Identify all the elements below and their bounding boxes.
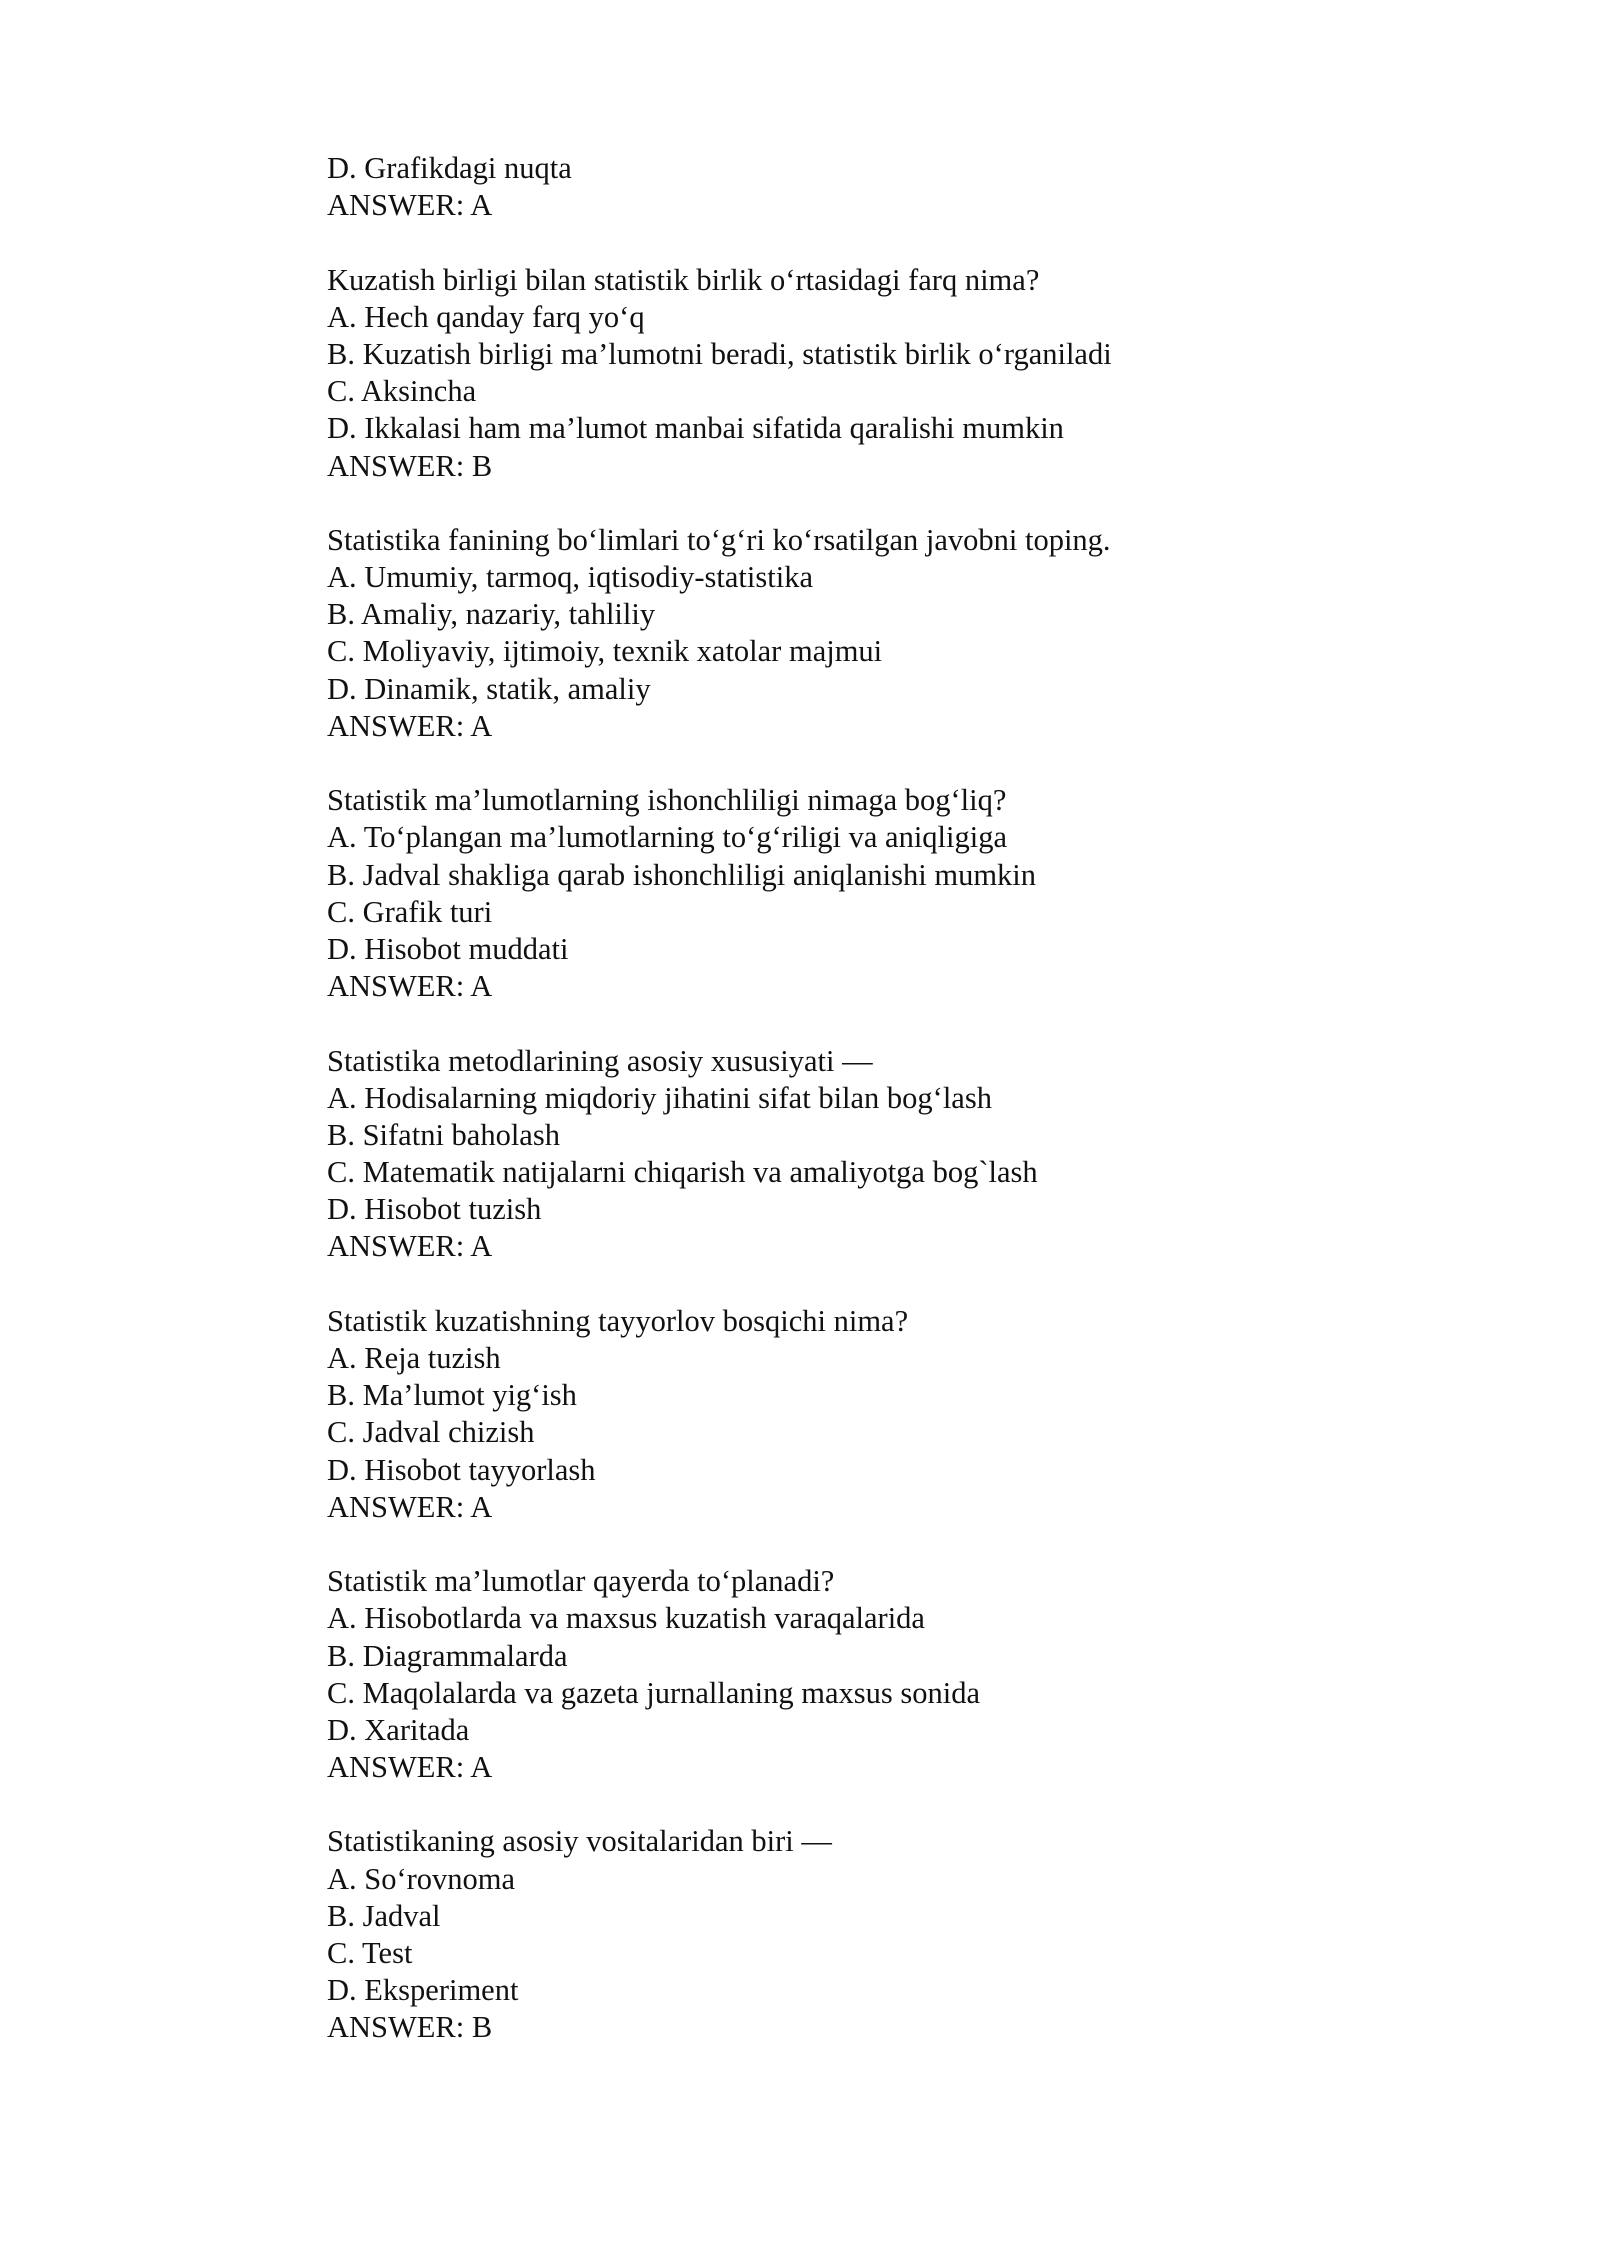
option-a: A. Hisobotlarda va maxsus kuzatish varaqalarida [327,1601,925,1636]
option-a: A. To‘plangan ma’lumotlarning to‘g‘riligi va aniqligiga [327,820,1008,855]
answer-line: ANSWER: A [327,1489,493,1524]
question-text: Statistikaning asosiy vositalaridan biri — [327,1824,832,1859]
question-block-3 [327,782,1327,1005]
option-b: B. Jadval shakliga qarab ishonchliligi aniqlanishi mumkin [327,857,1037,892]
option-b: B. Kuzatish birligi ma’lumotni beradi, statistik birlik o‘rganiladi [327,336,1112,371]
option-c: C. Jadval chizish [327,1415,535,1450]
answer-line: ANSWER: A [327,708,493,743]
document-content [327,150,1327,2084]
answer-line: ANSWER: A [327,969,493,1004]
lead-block [327,150,1327,224]
option-b: B. Ma’lumot yig‘ish [327,1378,577,1413]
option-b: B. Jadval [327,1898,441,1933]
option-d: D. Ikkalasi ham ma’lumot manbai sifatida qaralishi mumkin [327,411,1064,446]
option-a: A. Reja tuzish [327,1341,501,1375]
question-text: Statistik ma’lumotlarning ishonchliligi nimaga bog‘liq? [327,783,1007,818]
option-c: C. Grafik turi [327,894,493,929]
option-a: A. So‘rovnoma [327,1861,516,1896]
option-b: B. Amaliy, nazariy, tahliliy [327,597,656,632]
option-c: C. Aksincha [327,374,477,409]
answer-line: ANSWER: A [327,188,493,223]
question-text: Statistik kuzatishning tayyorlov bosqichi nima? [327,1303,909,1338]
question-block-4 [327,1043,1327,1266]
option-d: D. Hisobot tuzish [327,1192,542,1227]
question-text: Kuzatish birligi bilan statistik birlik o‘rtasidagi farq nima? [327,262,1040,297]
option-c: C. Maqolalarda va gazeta jurnallaning maxsus sonida [327,1675,981,1710]
option-d: D. Hisobot muddati [327,931,569,966]
answer-line: ANSWER: B [327,448,493,483]
answer-line: ANSWER: A [327,1229,493,1264]
option-b: B. Sifatni baholash [327,1117,560,1152]
question-block-6 [327,1563,1327,1786]
question-text: Statistika metodlarining asosiy xususiyati — [327,1043,873,1078]
option-d: D. Eksperiment [327,1973,519,2008]
option-c: C. Moliyaviy, ijtimoiy, texnik xatolar majmui [327,634,883,669]
option-d: D. Xaritada [327,1712,470,1747]
answer-line: ANSWER: A [327,1750,493,1785]
question-block-2 [327,522,1327,745]
question-block-1 [327,262,1327,485]
question-text: Statistik ma’lumotlar qayerda to‘planadi? [327,1564,835,1599]
question-block-7 [327,1823,1327,2046]
question-text: Statistika fanining bo‘limlari to‘g‘ri ko‘rsatilgan javobni toping. [327,522,1111,557]
option-b: B. Diagrammalarda [327,1638,568,1673]
option-c: C. Test [327,1936,413,1970]
option-d: D. Hisobot tayyorlash [327,1452,596,1487]
answer-line: ANSWER: B [327,2010,493,2045]
option-a: A. Umumiy, tarmoq, iqtisodiy-statistika [327,560,813,595]
option-d: D. Grafikdagi nuqta [327,151,572,185]
option-c: C. Matematik natijalarni chiqarish va amaliyotga bog`lash [327,1155,1038,1190]
question-block-5 [327,1303,1327,1526]
option-a: A. Hodisalarning miqdoriy jihatini sifat bilan bog‘lash [327,1080,992,1115]
option-a: A. Hech qanday farq yo‘q [327,299,645,334]
option-d: D. Dinamik, statik, amaliy [327,671,651,706]
